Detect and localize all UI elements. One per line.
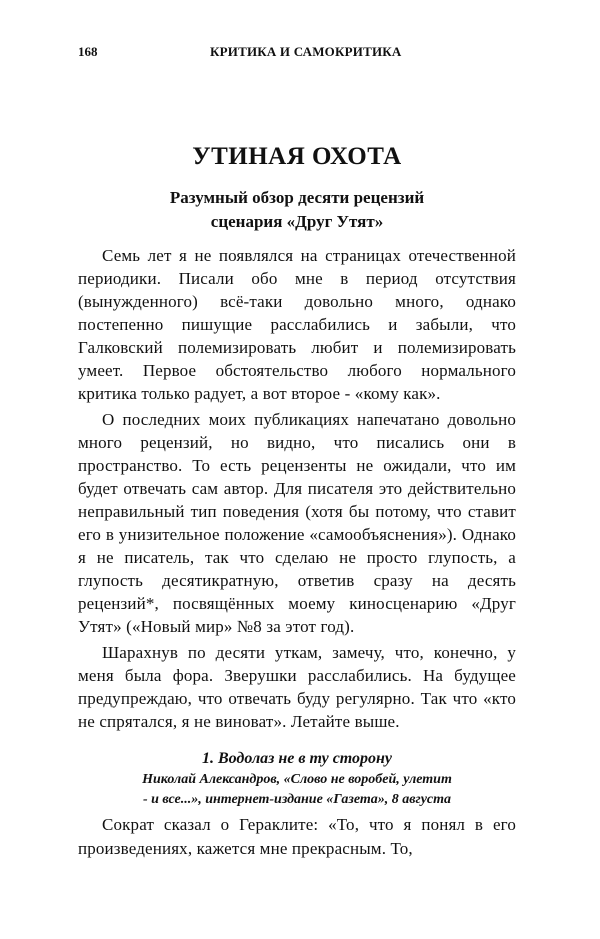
source-line: Николай Александров, «Слово не воробей, улетит xyxy=(142,772,452,787)
paragraph: О последних моих публикациях напечатано довольно много рецензий, но видно, что писались они в пространство. То есть рецензенты не ожидали, что им будет отвечать сам автор. Для писателя это действительно неправильный тип поведения (хотя бы потому, что ставит его в унизительное положение «самообъяснения»). Однако я не писатель, так что сделаю не просто глупость, а глупость десятикратную, ответив сразу на десять рецензий*, посвящённых моему киносценарию «Друг Утят» («Новый мир» №8 за этот год). xyxy=(78,410,516,636)
paragraph: Шарахнув по десяти уткам, замечу, что, конечно, у меня была фора. Зверушки расслабились. На будущее предупреждаю, что отвечать буду регулярно. Так что «кто не спрятался, я не виноват». Летайте выше. xyxy=(78,643,516,731)
subtitle-line: сценария «Друг Утят» xyxy=(210,212,384,231)
paragraph: Сократ сказал о Гераклите: «То, что я понял в его произведениях, кажется мне прекрасным. То, xyxy=(78,815,516,858)
chapter-title: УТИНАЯ ОХОТА xyxy=(192,143,402,170)
article-body xyxy=(78,244,516,736)
paragraph: Семь лет я не появлялся на страницах отечественной периодики. Писали обо мне в период отсутствия (вынужденного) всё-таки довольно много, однако постепенно пишущие расслабились и забыли, что Галковский полемизировать любит и полемизировать умеет. Первое обстоятельство любого нормального критика только радует, а вот второе - «кому как». xyxy=(78,246,516,403)
source-line: - и все...», интернет-издание «Газета», 8 августа xyxy=(142,792,452,807)
page-number: 168 xyxy=(78,44,98,59)
subtitle-line: Разумный обзор десяти рецензий xyxy=(169,188,425,207)
section-body xyxy=(78,813,516,861)
running-header xyxy=(78,44,516,64)
running-title: КРИТИКА И САМОКРИТИКА xyxy=(210,44,402,59)
section-heading: 1. Водолаз не в ту сторону xyxy=(201,750,393,767)
section-source xyxy=(78,770,516,810)
chapter-subtitle xyxy=(78,186,516,234)
